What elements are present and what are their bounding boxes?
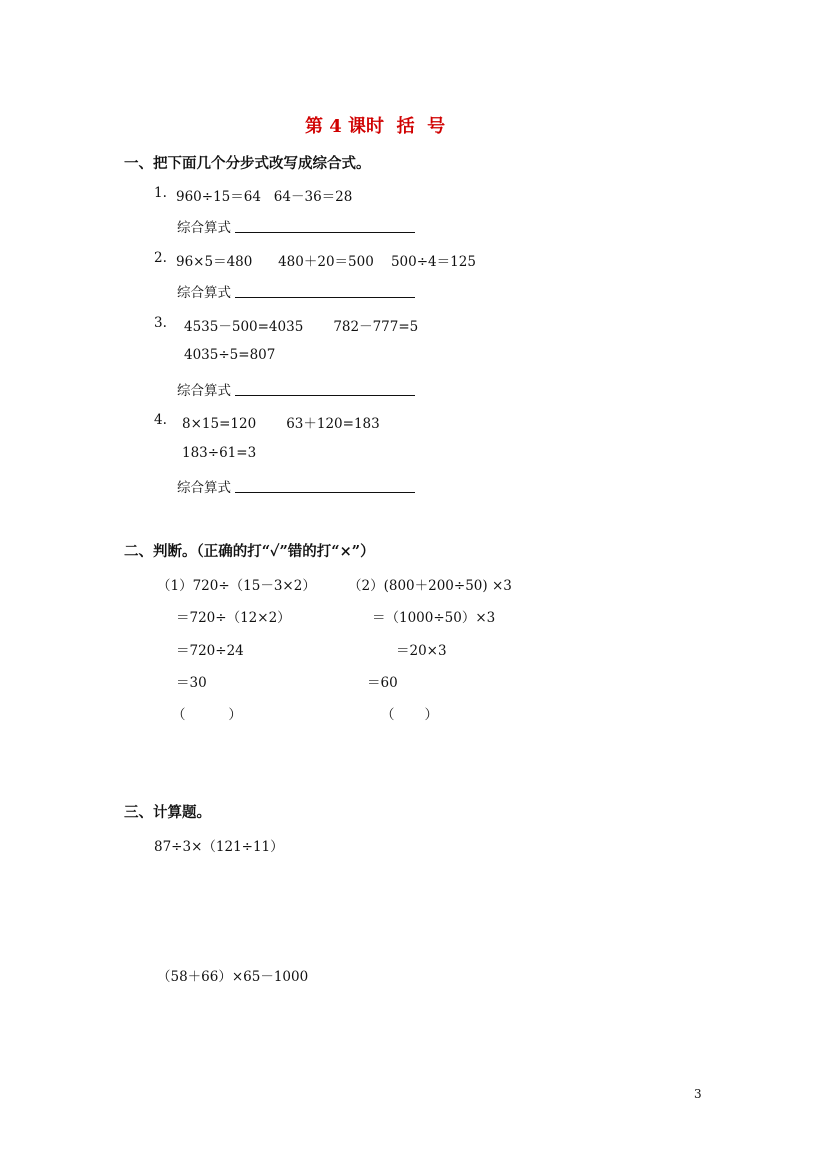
q1-number: 1.	[154, 185, 167, 201]
q4-steps-line2: 183÷61=3	[182, 445, 257, 461]
problem-1-step3: ＝30	[176, 675, 207, 691]
q1-answer-line[interactable]	[235, 232, 415, 233]
calculation-2: （58＋66）×65－1000	[157, 969, 309, 985]
q2-answer-line[interactable]	[235, 297, 415, 298]
problem-1-answer-blank[interactable]: （ ）	[172, 707, 242, 723]
problem-1-step2: ＝720÷24	[176, 643, 244, 659]
problem-2-step3: ＝60	[367, 675, 398, 691]
problem-1-expression: （1）720÷（15－3×2）	[157, 578, 316, 594]
q3-answer-label: 综合算式	[177, 383, 231, 399]
section-1-heading: 一、把下面几个分步式改写成综合式。	[124, 155, 371, 172]
problem-2-step1: ＝（1000÷50）×3	[372, 610, 496, 626]
q1-steps: 960÷15＝64 64－36＝28	[176, 189, 353, 205]
page-number: 3	[694, 1087, 702, 1101]
q4-steps-line1: 8×15=120 63＋120=183	[182, 416, 380, 432]
q1-answer-label: 综合算式	[177, 220, 231, 236]
section-3-heading: 三、计算题。	[124, 804, 211, 821]
q4-number: 4.	[154, 412, 167, 428]
q3-steps-line2: 4035÷5=807	[184, 347, 276, 363]
problem-1-step1: ＝720÷（12×2）	[176, 610, 291, 626]
problem-2-step2: ＝20×3	[396, 643, 447, 659]
page-title: 第 4 课时 括 号	[305, 116, 446, 137]
problem-2-answer-blank[interactable]: （ ）	[381, 707, 439, 723]
q2-steps: 96×5＝480 480＋20＝500 500÷4＝125	[176, 254, 476, 270]
q2-answer-label: 综合算式	[177, 285, 231, 301]
problem-2-expression: （2）(800＋200÷50) ×3	[348, 578, 512, 594]
q4-answer-label: 综合算式	[177, 480, 231, 496]
calculation-1: 87÷3×（121÷11）	[154, 839, 284, 855]
q3-steps-line1: 4535－500=4035 782－777=5	[184, 319, 419, 335]
q3-answer-line[interactable]	[235, 395, 415, 396]
q4-answer-line[interactable]	[235, 492, 415, 493]
q3-number: 3.	[154, 315, 167, 331]
section-2-heading: 二、判断。（正确的打“✓”错的打“×”）	[124, 543, 375, 560]
q2-number: 2.	[154, 250, 167, 266]
